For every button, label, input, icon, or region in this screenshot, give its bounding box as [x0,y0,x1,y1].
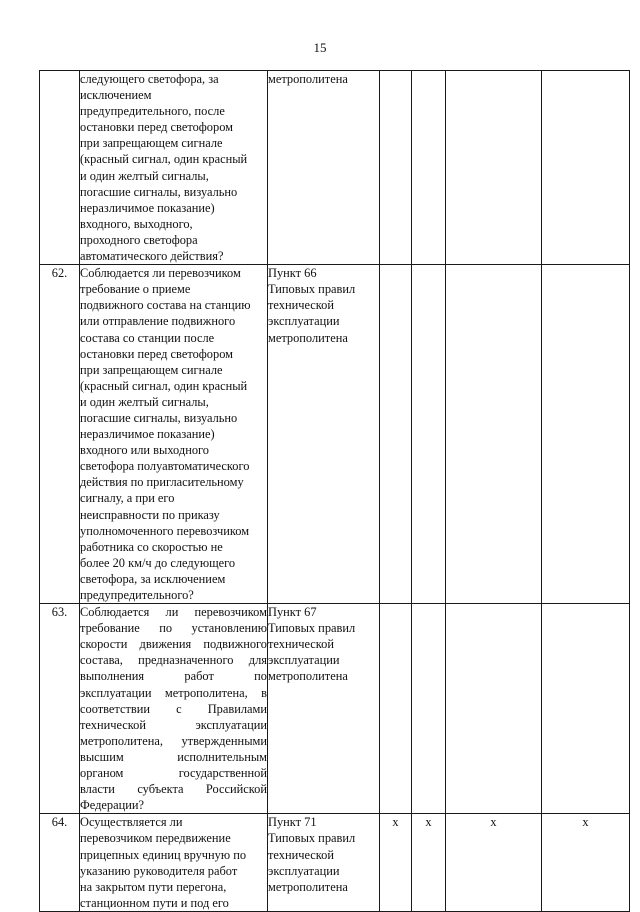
question-line: светофора, за исключением [80,571,226,586]
question-line: требование по установлению [80,621,267,636]
answer-mark-cell [412,604,446,814]
question-line: исключением [80,88,152,103]
legal-reference-cell [268,604,380,814]
answer-mark-cell [412,265,446,604]
page-number: 15 [313,40,327,55]
row-number: 64. [40,814,80,912]
question-line: входного или выходного [80,443,209,458]
answer-mark-cell [446,604,542,814]
question-line: на закрытом пути перегона, [80,879,227,894]
answer-mark-cell [542,604,630,814]
answer-mark-cell [412,71,446,265]
reference-line: Типовых правил [268,831,356,846]
reference-line: Пункт 67 [268,605,317,620]
reference-line: метрополитена [268,330,348,345]
question-line: (красный сигнал, один красный [80,378,248,393]
question-line: работника со скоростью не [80,539,223,554]
question-line: прицепных единиц вручную по [80,847,247,862]
question-line: требование о приеме [80,282,191,297]
question-line: проходного светофора [80,232,198,247]
question-line: погасшие сигналы, визуально [80,410,238,425]
question-line: скорости движения подвижного [80,637,267,652]
question-line: высшим исполнительным [80,749,267,764]
table-row [40,814,630,912]
reference-line: Типовых правил [268,282,356,297]
reference-line: эксплуатации [268,314,340,329]
question-line: подвижного состава на станцию [80,298,251,313]
answer-mark-cell [380,604,412,814]
answer-mark-cell: х [412,814,446,912]
table-row [40,71,630,265]
question-line: светофора полуавтоматического [80,459,250,474]
question-line: Соблюдается ли перевозчиком [80,266,241,281]
question-line: технической эксплуатации [80,717,267,732]
answer-mark-cell: х [446,814,542,912]
question-line: при запрещающем сигнале [80,362,223,377]
question-line: Соблюдается ли перевозчиком [80,605,267,620]
question-cell [80,604,268,814]
question-line: метрополитена, утвержденными [80,733,267,748]
question-line: автоматического действия? [80,249,224,264]
question-line: сигналу, а при его [80,491,175,506]
question-line: действия по пригласительному [80,475,244,490]
question-cell [80,265,268,604]
question-line: входного, выходного, [80,216,193,231]
question-line: состава со станции после [80,330,215,345]
reference-line: метрополитена [268,879,348,894]
row-number: 62. [40,265,80,604]
checklist-table [39,70,630,912]
question-line: состава, предназначенного для [80,653,267,668]
question-line: (красный сигнал, один красный [80,152,248,167]
reference-line: эксплуатации [268,653,340,668]
question-line: предупредительного, после [80,104,225,119]
question-line: следующего светофора, за [80,72,219,86]
legal-reference-cell [268,71,380,265]
answer-mark-cell [542,265,630,604]
answer-mark-cell [380,265,412,604]
table-row [40,604,630,814]
question-line: выполнения работ по [80,669,267,684]
question-line: уполномоченного перевозчиком [80,523,250,538]
answer-mark-cell: х [380,814,412,912]
question-line: остановки перед светофором [80,346,234,361]
question-line: неразличимое показание) [80,427,215,442]
answer-mark-cell: х [542,814,630,912]
reference-line: технической [268,298,334,313]
question-cell [80,814,268,912]
question-line: и один желтый сигналы, [80,168,209,183]
question-line: при запрещающем сигнале [80,136,223,151]
row-number: 63. [40,604,80,814]
reference-line: технической [268,637,334,652]
answer-mark-cell [446,71,542,265]
table-row [40,265,630,604]
answer-mark-cell [446,265,542,604]
row-number [40,71,80,265]
question-line: Осуществляется ли [80,815,183,830]
reference-line: Пункт 71 [268,815,317,830]
reference-line: Пункт 66 [268,266,317,281]
reference-line: метрополитена [268,72,348,86]
question-line: эксплуатации метрополитена, в [80,685,267,700]
question-line: неисправности по приказу [80,507,220,522]
answer-mark-cell [542,71,630,265]
question-line: неразличимое показание) [80,200,215,215]
question-line: станционном пути и под его [80,895,229,910]
question-line: Федерации? [80,798,145,813]
question-line: власти субъекта Российской [80,782,267,797]
reference-line: эксплуатации [268,863,340,878]
legal-reference-cell [268,265,380,604]
question-line: остановки перед светофором [80,120,234,135]
question-cell [80,71,268,265]
question-line: погасшие сигналы, визуально [80,184,238,199]
question-line: и один желтый сигналы, [80,394,209,409]
reference-line: Типовых правил [268,621,356,636]
question-line: указанию руководителя работ [80,863,238,878]
question-line: или отправление подвижного [80,314,236,329]
question-line: органом государственной [80,766,267,781]
question-line: соответствии с Правилами [80,701,267,716]
question-line: перевозчиком передвижение [80,831,231,846]
question-line: предупредительного? [80,588,194,602]
question-line: более 20 км/ч до следующего [80,555,236,570]
reference-line: метрополитена [268,669,348,684]
reference-line: технической [268,847,334,862]
answer-mark-cell [380,71,412,265]
legal-reference-cell [268,814,380,912]
